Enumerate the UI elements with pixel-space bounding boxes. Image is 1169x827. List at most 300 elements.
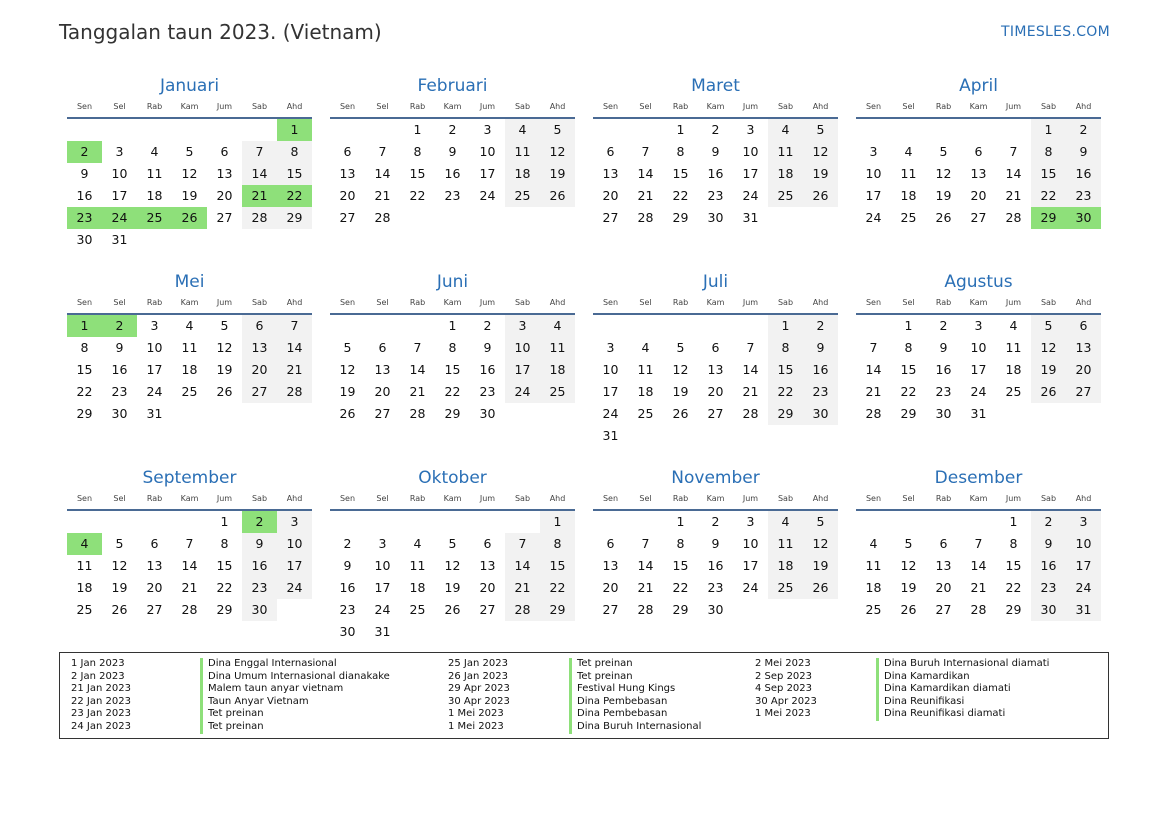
empty-cell xyxy=(400,315,435,337)
day-cell: 22 xyxy=(216,580,233,595)
month-maret xyxy=(593,74,838,264)
day-cell: 17 xyxy=(505,359,540,381)
day-cell: 2 xyxy=(803,315,838,337)
weekday-label: Rab xyxy=(409,102,426,111)
legend-date: 1 Jan 2023 xyxy=(71,658,125,669)
day-cell: 6 xyxy=(606,536,615,551)
day-cell: 28 xyxy=(505,599,540,621)
day-cell: 21 xyxy=(181,580,198,595)
day-cell: 7 xyxy=(746,340,755,355)
day-cell: 19 xyxy=(339,384,356,399)
day-cell: 31 xyxy=(742,210,759,225)
day-cell: 17 xyxy=(742,558,759,573)
empty-cell xyxy=(593,511,628,533)
month-name: September xyxy=(142,468,237,488)
empty-cell xyxy=(856,119,891,141)
weekday-label: Sel xyxy=(639,494,652,503)
legend-holiday-name: Dina Enggal Internasional xyxy=(208,658,337,669)
day-cell: 23 xyxy=(242,577,277,599)
day-cell: 10 xyxy=(277,533,312,555)
day-cell: 9 xyxy=(711,144,720,159)
day-cell: 15 xyxy=(672,558,689,573)
day-cell: 20 xyxy=(339,188,356,203)
day-cell: 4 xyxy=(869,536,878,551)
weekday-label: Jum xyxy=(216,298,233,307)
day-cell: 16 xyxy=(479,362,496,377)
day-cell: 22 xyxy=(1031,185,1066,207)
day-cell: 8 xyxy=(1031,141,1066,163)
day-cell: 3 xyxy=(974,318,983,333)
day-cell: 29 xyxy=(900,406,917,421)
page-title: Tanggalan taun 2023. (Vietnam) xyxy=(59,20,382,44)
weekday-label: Rab xyxy=(672,102,689,111)
day-cell: 8 xyxy=(277,141,312,163)
day-cell: 12 xyxy=(935,166,952,181)
holiday-day-cell: 29 xyxy=(1031,207,1066,229)
brand-link[interactable]: TIMESLES.COM xyxy=(1001,24,1110,40)
weekday-header xyxy=(593,100,838,114)
day-cell: 31 xyxy=(602,428,619,443)
day-cell: 20 xyxy=(242,359,277,381)
day-cell: 11 xyxy=(1005,340,1022,355)
day-cell: 22 xyxy=(444,384,461,399)
day-cell: 4 xyxy=(904,144,913,159)
day-cell: 3 xyxy=(150,318,159,333)
day-cell: 23 xyxy=(707,580,724,595)
day-cell: 11 xyxy=(505,141,540,163)
day-cell: 13 xyxy=(707,362,724,377)
holiday-day-cell: 22 xyxy=(277,185,312,207)
day-cell: 3 xyxy=(277,511,312,533)
month-name: April xyxy=(959,76,998,96)
weekday-label: Kam xyxy=(180,102,199,111)
weekday-label: Sen xyxy=(865,494,882,503)
day-cell: 31 xyxy=(970,406,987,421)
day-cell: 16 xyxy=(707,558,724,573)
day-cell: 20 xyxy=(970,188,987,203)
legend-date: 30 Apr 2023 xyxy=(755,695,817,707)
weekday-header xyxy=(67,492,312,506)
legend-date: 23 Jan 2023 xyxy=(71,708,131,720)
day-cell: 6 xyxy=(483,536,492,551)
empty-cell xyxy=(891,119,926,141)
day-cell: 2 xyxy=(448,122,457,137)
day-cell: 18 xyxy=(505,163,540,185)
day-cell: 20 xyxy=(935,580,952,595)
weekday-label: Sen xyxy=(602,102,619,111)
day-cell: 9 xyxy=(711,536,720,551)
weekday-label: Kam xyxy=(706,494,725,503)
weekday-label: Kam xyxy=(706,102,725,111)
weekday-label: Jum xyxy=(1005,494,1022,503)
day-cell: 17 xyxy=(146,362,163,377)
day-cell: 18 xyxy=(540,359,575,381)
day-grid xyxy=(856,511,1101,621)
empty-cell xyxy=(891,511,926,533)
day-cell: 17 xyxy=(602,384,619,399)
day-grid xyxy=(67,315,312,425)
month-name: Januari xyxy=(159,76,220,96)
day-cell: 30 xyxy=(1031,599,1066,621)
weekday-header xyxy=(67,100,312,114)
weekday-header xyxy=(593,296,838,310)
legend-holiday-name: Dina Pembebasan xyxy=(577,695,668,707)
day-cell: 21 xyxy=(637,580,654,595)
day-cell: 11 xyxy=(76,558,93,573)
day-cell: 3 xyxy=(378,536,387,551)
day-cell: 7 xyxy=(641,536,650,551)
day-cell: 4 xyxy=(1009,318,1018,333)
day-cell: 13 xyxy=(970,166,987,181)
day-cell: 11 xyxy=(900,166,917,181)
weekday-label: Ahd xyxy=(286,102,303,111)
day-cell: 8 xyxy=(904,340,913,355)
day-cell: 7 xyxy=(869,340,878,355)
legend-date: 25 Jan 2023 xyxy=(448,658,508,669)
day-cell: 27 xyxy=(602,602,619,617)
legend-holiday-name: Tet preinan xyxy=(577,670,633,682)
day-cell: 13 xyxy=(602,558,619,573)
day-cell: 16 xyxy=(76,188,93,203)
legend-holiday-name: Taun Anyar Vietnam xyxy=(208,695,309,707)
weekday-label: Kam xyxy=(443,298,462,307)
weekday-label: Sen xyxy=(602,494,619,503)
day-cell: 23 xyxy=(935,384,952,399)
legend-date-column xyxy=(755,658,817,721)
day-cell: 28 xyxy=(277,381,312,403)
weekday-label: Kam xyxy=(706,298,725,307)
empty-cell xyxy=(663,315,698,337)
empty-cell xyxy=(628,315,663,337)
day-cell: 29 xyxy=(444,406,461,421)
day-cell: 18 xyxy=(768,555,803,577)
weekday-label: Jum xyxy=(479,494,496,503)
empty-cell xyxy=(330,119,365,141)
day-cell: 28 xyxy=(242,207,277,229)
month-name: November xyxy=(671,468,760,488)
weekday-label: Jum xyxy=(216,102,233,111)
day-cell: 19 xyxy=(181,188,198,203)
empty-cell xyxy=(628,119,663,141)
holiday-day-cell: 4 xyxy=(67,533,102,555)
month-februari xyxy=(330,74,575,264)
day-grid xyxy=(330,511,575,643)
holiday-day-cell: 21 xyxy=(242,185,277,207)
weekday-label: Sel xyxy=(639,102,652,111)
day-cell: 29 xyxy=(672,602,689,617)
day-cell: 12 xyxy=(444,558,461,573)
day-cell: 5 xyxy=(676,340,685,355)
weekday-label: Ahd xyxy=(549,102,566,111)
legend-date: 26 Jan 2023 xyxy=(448,670,508,682)
legend-date: 29 Apr 2023 xyxy=(448,683,510,695)
day-cell: 27 xyxy=(339,210,356,225)
day-cell: 2 xyxy=(1066,119,1101,141)
day-cell: 19 xyxy=(803,555,838,577)
empty-cell xyxy=(926,511,961,533)
day-cell: 12 xyxy=(540,141,575,163)
day-cell: 27 xyxy=(707,406,724,421)
weekday-label: Rab xyxy=(146,102,163,111)
day-cell: 19 xyxy=(111,580,128,595)
day-cell: 24 xyxy=(479,188,496,203)
empty-cell xyxy=(137,511,172,533)
day-cell: 25 xyxy=(181,384,198,399)
day-cell: 12 xyxy=(216,340,233,355)
weekday-label: Ahd xyxy=(812,298,829,307)
day-cell: 9 xyxy=(483,340,492,355)
day-cell: 27 xyxy=(970,210,987,225)
day-cell: 4 xyxy=(641,340,650,355)
weekday-label: Sab xyxy=(1040,298,1057,307)
weekday-label: Sab xyxy=(777,102,794,111)
day-cell: 22 xyxy=(768,381,803,403)
day-cell: 2 xyxy=(711,514,720,529)
day-cell: 15 xyxy=(277,163,312,185)
day-cell: 12 xyxy=(181,166,198,181)
legend-date: 22 Jan 2023 xyxy=(71,695,131,707)
day-cell: 30 xyxy=(339,624,356,639)
day-cell: 7 xyxy=(974,536,983,551)
weekday-label: Jum xyxy=(742,494,759,503)
weekday-header xyxy=(330,492,575,506)
day-cell: 31 xyxy=(111,232,128,247)
weekday-label: Sel xyxy=(113,102,126,111)
day-cell: 25 xyxy=(900,210,917,225)
day-cell: 29 xyxy=(672,210,689,225)
day-cell: 22 xyxy=(1005,580,1022,595)
day-cell: 9 xyxy=(80,166,89,181)
day-cell: 17 xyxy=(111,188,128,203)
day-cell: 19 xyxy=(803,163,838,185)
day-cell: 21 xyxy=(865,384,882,399)
day-cell: 11 xyxy=(146,166,163,181)
day-cell: 5 xyxy=(115,536,124,551)
day-cell: 29 xyxy=(768,403,803,425)
day-cell: 20 xyxy=(602,188,619,203)
day-cell: 6 xyxy=(343,144,352,159)
weekday-header xyxy=(330,100,575,114)
weekday-label: Rab xyxy=(672,298,689,307)
month-name: Agustus xyxy=(944,272,1013,292)
day-cell: 17 xyxy=(277,555,312,577)
empty-cell xyxy=(365,315,400,337)
day-cell: 14 xyxy=(242,163,277,185)
day-cell: 25 xyxy=(505,185,540,207)
day-cell: 16 xyxy=(339,580,356,595)
day-cell: 10 xyxy=(742,144,759,159)
day-cell: 8 xyxy=(676,536,685,551)
day-cell: 16 xyxy=(111,362,128,377)
weekday-label: Rab xyxy=(935,102,952,111)
day-cell: 7 xyxy=(1009,144,1018,159)
legend-holiday-name: Dina Reunifikasi diamati xyxy=(884,708,1006,720)
day-cell: 16 xyxy=(242,555,277,577)
legend-date: 24 Jan 2023 xyxy=(71,720,131,732)
day-cell: 10 xyxy=(146,340,163,355)
weekday-label: Sab xyxy=(777,298,794,307)
day-cell: 11 xyxy=(540,337,575,359)
month-juli xyxy=(593,270,838,460)
month-agustus xyxy=(856,270,1101,460)
day-cell: 23 xyxy=(339,602,356,617)
day-cell: 3 xyxy=(483,122,492,137)
day-cell: 1 xyxy=(448,318,457,333)
weekday-label: Sab xyxy=(777,494,794,503)
day-cell: 14 xyxy=(865,362,882,377)
day-cell: 5 xyxy=(220,318,229,333)
calendar-year-grid xyxy=(67,74,1101,656)
day-cell: 15 xyxy=(409,166,426,181)
weekday-label: Ahd xyxy=(1075,102,1092,111)
day-cell: 4 xyxy=(768,511,803,533)
day-cell: 18 xyxy=(865,580,882,595)
day-cell: 30 xyxy=(479,406,496,421)
day-cell: 18 xyxy=(146,188,163,203)
day-cell: 1 xyxy=(1009,514,1018,529)
day-cell: 12 xyxy=(111,558,128,573)
weekday-label: Ahd xyxy=(1075,298,1092,307)
day-cell: 11 xyxy=(768,141,803,163)
weekday-label: Sen xyxy=(865,102,882,111)
empty-cell xyxy=(172,119,207,141)
day-cell: 27 xyxy=(1066,381,1101,403)
day-cell: 6 xyxy=(606,144,615,159)
empty-cell xyxy=(856,511,891,533)
day-cell: 1 xyxy=(904,318,913,333)
day-cell: 18 xyxy=(1005,362,1022,377)
month-januari xyxy=(67,74,312,264)
day-cell: 20 xyxy=(216,188,233,203)
day-cell: 15 xyxy=(444,362,461,377)
day-cell: 23 xyxy=(707,188,724,203)
legend-holiday-name: Dina Umum Internasional dianakake xyxy=(208,670,390,682)
day-cell: 4 xyxy=(185,318,194,333)
day-cell: 18 xyxy=(409,580,426,595)
day-cell: 27 xyxy=(935,602,952,617)
day-cell: 8 xyxy=(413,144,422,159)
empty-cell xyxy=(593,315,628,337)
day-cell: 4 xyxy=(150,144,159,159)
day-cell: 21 xyxy=(277,359,312,381)
legend-date: 1 Mei 2023 xyxy=(755,708,811,720)
day-cell: 19 xyxy=(935,188,952,203)
day-cell: 29 xyxy=(1005,602,1022,617)
day-cell: 6 xyxy=(220,144,229,159)
weekday-label: Kam xyxy=(443,494,462,503)
day-cell: 7 xyxy=(185,536,194,551)
day-cell: 23 xyxy=(803,381,838,403)
legend-date: 2 Mei 2023 xyxy=(755,658,811,669)
month-name: Oktober xyxy=(418,468,487,488)
day-cell: 7 xyxy=(413,340,422,355)
day-cell: 1 xyxy=(1031,119,1066,141)
weekday-label: Ahd xyxy=(549,298,566,307)
day-cell: 7 xyxy=(641,144,650,159)
day-cell: 12 xyxy=(672,362,689,377)
holiday-day-cell: 2 xyxy=(242,511,277,533)
day-cell: 18 xyxy=(76,580,93,595)
day-cell: 26 xyxy=(1031,381,1066,403)
day-cell: 26 xyxy=(216,384,233,399)
day-cell: 14 xyxy=(637,166,654,181)
empty-cell xyxy=(102,119,137,141)
weekday-label: Jum xyxy=(479,298,496,307)
day-cell: 26 xyxy=(339,406,356,421)
day-cell: 8 xyxy=(768,337,803,359)
weekday-label: Sel xyxy=(902,298,915,307)
month-name: Mei xyxy=(174,272,205,292)
weekday-header xyxy=(856,296,1101,310)
day-cell: 15 xyxy=(1031,163,1066,185)
weekday-label: Sab xyxy=(1040,102,1057,111)
holiday-day-cell: 23 xyxy=(67,207,102,229)
day-cell: 29 xyxy=(540,599,575,621)
day-cell: 31 xyxy=(1066,599,1101,621)
weekday-label: Ahd xyxy=(1075,494,1092,503)
legend-date: 21 Jan 2023 xyxy=(71,683,131,695)
weekday-label: Sab xyxy=(514,298,531,307)
day-cell: 13 xyxy=(242,337,277,359)
legend-holiday-name: Dina Buruh Internasional diamati xyxy=(884,658,1050,669)
day-cell: 24 xyxy=(742,188,759,203)
month-name: Juni xyxy=(436,272,469,292)
day-cell: 28 xyxy=(374,210,391,225)
day-cell: 25 xyxy=(637,406,654,421)
weekday-label: Kam xyxy=(969,494,988,503)
day-cell: 3 xyxy=(746,122,755,137)
day-grid xyxy=(856,315,1101,425)
day-cell: 10 xyxy=(374,558,391,573)
weekday-header xyxy=(856,492,1101,506)
day-cell: 12 xyxy=(1031,337,1066,359)
day-cell: 17 xyxy=(1066,555,1101,577)
weekday-label: Sel xyxy=(113,494,126,503)
holiday-day-cell: 2 xyxy=(67,141,102,163)
day-cell: 13 xyxy=(479,558,496,573)
day-cell: 11 xyxy=(865,558,882,573)
day-cell: 31 xyxy=(146,406,163,421)
empty-cell xyxy=(67,119,102,141)
weekday-label: Ahd xyxy=(812,102,829,111)
holiday-day-cell: 24 xyxy=(102,207,137,229)
day-cell: 23 xyxy=(1066,185,1101,207)
day-cell: 16 xyxy=(707,166,724,181)
weekday-label: Sel xyxy=(902,494,915,503)
legend-date: 2 Jan 2023 xyxy=(71,670,125,682)
day-cell: 2 xyxy=(483,318,492,333)
day-cell: 1 xyxy=(768,315,803,337)
day-cell: 2 xyxy=(711,122,720,137)
day-cell: 5 xyxy=(1031,315,1066,337)
weekday-label: Rab xyxy=(935,298,952,307)
holiday-day-cell: 30 xyxy=(1066,207,1101,229)
day-cell: 24 xyxy=(374,602,391,617)
day-cell: 5 xyxy=(540,119,575,141)
day-cell: 22 xyxy=(672,188,689,203)
legend-name-column xyxy=(200,658,390,734)
day-cell: 27 xyxy=(242,381,277,403)
day-cell: 14 xyxy=(409,362,426,377)
day-cell: 10 xyxy=(970,340,987,355)
day-cell: 15 xyxy=(768,359,803,381)
day-cell: 27 xyxy=(374,406,391,421)
day-cell: 25 xyxy=(540,381,575,403)
day-cell: 1 xyxy=(676,122,685,137)
day-cell: 15 xyxy=(672,166,689,181)
weekday-label: Sen xyxy=(339,298,356,307)
day-cell: 23 xyxy=(111,384,128,399)
